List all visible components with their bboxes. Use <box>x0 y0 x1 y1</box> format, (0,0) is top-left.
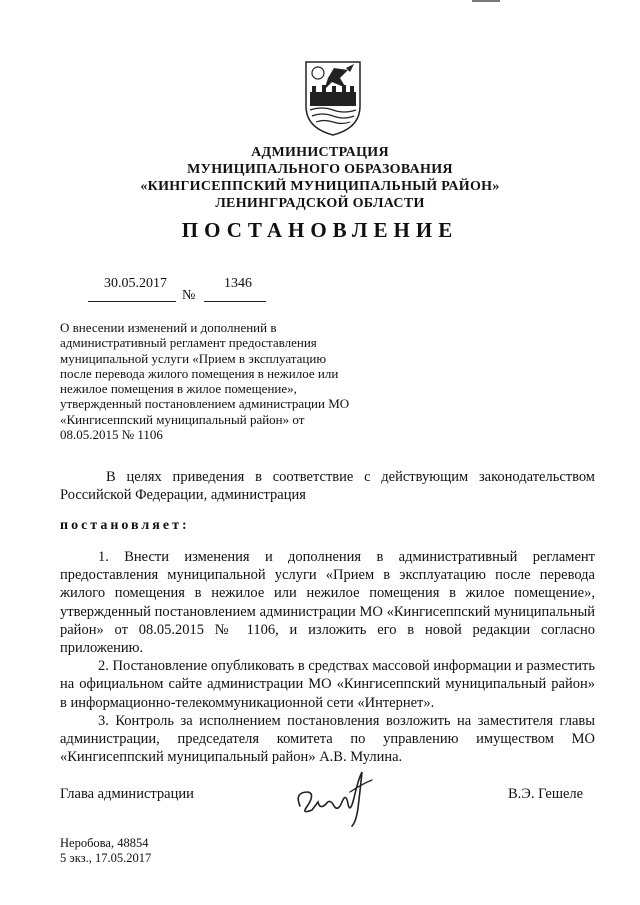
number-sign: № <box>182 288 196 303</box>
resolution-item: 1. Внести изменения и дополнения в административный регламент предоставления муниципальной услуги «Прием в эксплуатацию после перевода жилого помещения в нежилое или нежилое помещения в жилое помещение», утвержденный постановлением администрации МО «Кингисеппский муниципальный район» от 08.05.2015 № 1106, и изложить его в новой редакции согласно приложению. <box>60 549 595 657</box>
subject-line: после перевода жилого помещения в нежилое или <box>60 365 339 381</box>
subject-line: нежилое помещения в жилое помещение», <box>60 381 297 397</box>
document-title: ПОСТАНОВЛЕНИЕ <box>181 218 459 242</box>
number-underline <box>204 301 266 302</box>
issuing-authority-header <box>0 144 640 212</box>
handwritten-signature <box>290 762 380 828</box>
document-date: 30.05.2017 <box>104 276 167 291</box>
header-line: ЛЕНИНГРАДСКОЙ ОБЛАСТИ <box>215 196 425 211</box>
scan-edge-mark <box>472 0 500 2</box>
subject-line: муниципальной услуги «Прием в эксплуатацию <box>60 350 327 366</box>
resolves-heading: постановляет: <box>60 518 190 533</box>
signer-position: Глава администрации <box>60 786 194 802</box>
document-subject <box>60 320 360 442</box>
header-line: «КИНГИСЕППСКИЙ МУНИЦИПАЛЬНЫЙ РАЙОН» <box>140 179 500 194</box>
coat-of-arms-emblem <box>302 58 364 138</box>
subject-line: 08.05.2015 № 1106 <box>60 427 163 443</box>
header-line: АДМИНИСТРАЦИЯ <box>251 145 389 160</box>
signer-name: В.Э. Гешеле <box>508 786 584 802</box>
header-line: МУНИЦИПАЛЬНОГО ОБРАЗОВАНИЯ <box>187 162 453 177</box>
executor-footer <box>60 836 151 866</box>
subject-line: «Кингисеппский муниципальный район» от <box>60 411 305 427</box>
resolution-items <box>60 548 595 766</box>
date-underline <box>88 301 176 302</box>
executor-line: Неробова, 48854 <box>60 836 149 850</box>
resolution-item: 3. Контроль за исполнением постановления возложить на заместителя главы администрации, председателя комитета по управлению имуществом МО «Кингисеппский муниципальный район» А.В. Мулина. <box>60 712 595 766</box>
subject-line: административный регламент предоставления <box>60 335 317 351</box>
preamble-paragraph: В целях приведения в соответствие с действующим законодательством Российской Федерации, администрация <box>60 469 595 504</box>
resolution-item: 2. Постановление опубликовать в средствах массовой информации и разместить на официальном сайте администрации МО «Кингисеппский муниципальный район» в информационно-телекоммуникационной сети «Интернет». <box>60 658 596 711</box>
subject-line: О внесении изменений и дополнений в <box>60 320 277 335</box>
document-number: 1346 <box>224 276 252 291</box>
subject-line: утвержденный постановлением администрации МО <box>60 396 350 412</box>
copies-line: 5 экз., 17.05.2017 <box>60 851 152 865</box>
